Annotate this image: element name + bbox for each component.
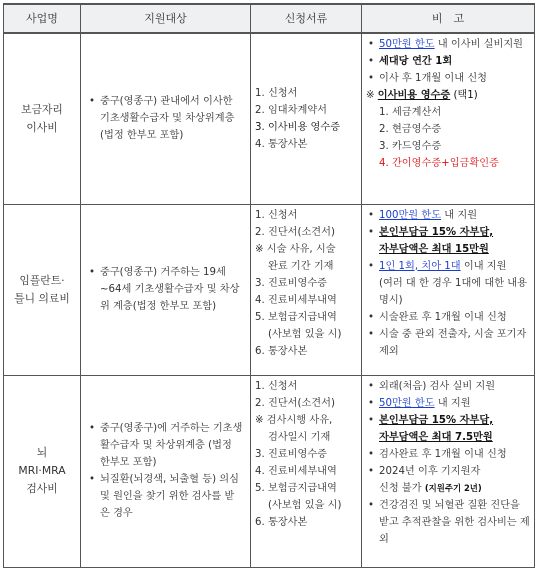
program-name: 보금자리 이사비 xyxy=(4,33,81,204)
note-item: • 시술완료 후 1개월 이내 신청 xyxy=(366,309,530,326)
note-item: • 50만원 한도 내 이사비 실비지원 xyxy=(366,36,530,53)
document-item: ※ 검사시행 사유, xyxy=(255,414,333,426)
target-cell xyxy=(81,375,251,567)
note-subitem: 1. 세금계산서 xyxy=(379,107,442,118)
document-item: 3. 진료비영수증 xyxy=(255,448,328,460)
target-cell xyxy=(81,33,251,204)
note-subitem: 4. 간이영수증+입금확인증 xyxy=(379,158,499,169)
document-item: 5. 보험금지급내역 xyxy=(255,482,337,494)
documents-cell xyxy=(251,375,362,567)
program-name: 뇌 MRI·MRA 검사비 xyxy=(4,375,81,567)
target-item: • 중구(영종구) 관내에서 이사한 기초생활수급자 및 차상위계층(법정 한부모 포함) xyxy=(87,93,244,144)
document-item: (사보험 있을 시) xyxy=(268,499,342,511)
document-item: 2. 진단서(소견서) xyxy=(255,397,335,409)
notes-cell xyxy=(362,375,535,567)
note-subitem: 2. 현금영수증 xyxy=(379,124,442,135)
note-item: • 시술 중 관외 전출자, 시술 포기자 제외 xyxy=(366,326,530,360)
header-row xyxy=(4,4,535,33)
document-item: 6. 통장사본 xyxy=(255,516,308,528)
document-item: 4. 진료비세부내역 xyxy=(255,294,337,306)
note-item: • 건강검진 및 뇌혈관 질환 진단을 받고 추적관찰을 위한 검사비는 제외 xyxy=(366,497,530,548)
documents-cell xyxy=(251,204,362,375)
note-item: • 1인 1회, 치아 1대 이내 지원 (여러 대 한 경우 1대에 대한 내용 명시) xyxy=(366,258,530,309)
document-item: 5. 보험급지급내역 xyxy=(255,311,337,323)
note-item: • 본인부담금 15% 자부담, 자부담액은 최대 15만원 xyxy=(366,224,530,258)
document-item: 2. 임대차계약서 xyxy=(255,104,328,116)
notes-cell xyxy=(362,204,535,375)
document-item: 1. 신청서 xyxy=(255,87,298,99)
note-item: • 100만원 한도 내 지원 xyxy=(366,207,530,224)
document-item: ※ 시술 사유, 시술 xyxy=(255,243,336,255)
document-item: 4. 통장사본 xyxy=(255,138,308,150)
target-cell xyxy=(81,204,251,375)
note-item: • 50만원 한도 내 지원 xyxy=(366,395,530,412)
target-item: • 중구(영종구)에 거주하는 기초생활수급자 및 차상위계층 (법정 한부모 포함) xyxy=(87,420,244,471)
table-row xyxy=(4,375,535,567)
document-item: 4. 진료비세부내역 xyxy=(255,465,337,477)
header-notes: 비 고 xyxy=(362,4,535,33)
note-item: • 본인부담금 15% 자부담, 자부담액은 최대 7.5만원 xyxy=(366,412,530,446)
document-item: 2. 진단서(소견서) xyxy=(255,226,335,238)
note-item: • 외래(처음) 검사 실비 지원 xyxy=(366,378,530,395)
target-item: • 뇌질환(뇌경색, 뇌출혈 등) 의심 및 원인을 찾기 위한 검사를 받은 경우 xyxy=(87,471,244,522)
program-name: 임플란트· 틀니 의료비 xyxy=(4,204,81,375)
note-item: • 검사완료 후 1개월 이내 신청 xyxy=(366,446,530,463)
table-row xyxy=(4,204,535,375)
note-item: • 2024년 이후 기지원자 신청 불가 (지원주기 2년) xyxy=(366,463,530,497)
header-documents: 신청서류 xyxy=(251,4,362,33)
document-item: 1. 신청서 xyxy=(255,380,298,392)
table-row xyxy=(4,33,535,204)
note-item: • 세대당 연간 1회 xyxy=(366,53,530,70)
notes-cell xyxy=(362,33,535,204)
documents-cell xyxy=(251,33,362,204)
document-item: 1. 신청서 xyxy=(255,209,298,221)
header-program: 사업명 xyxy=(4,4,81,33)
document-item: 3. 이사비용 영수증 xyxy=(255,121,341,133)
note-subitem: 3. 카드영수증 xyxy=(379,141,442,152)
note-item: • 이사 후 1개월 이내 신청 xyxy=(366,70,530,87)
target-item: • 중구(영종구) 거주하는 19세~64세 기초생활수급자 및 차상위 계층(법정 한부모 포함) xyxy=(87,264,244,315)
document-item: 6. 통장사본 xyxy=(255,345,308,357)
document-item: 3. 진료비영수증 xyxy=(255,277,328,289)
support-table xyxy=(3,3,535,568)
document-item: 검사일시 기재 xyxy=(268,431,331,443)
header-target: 지원대상 xyxy=(81,4,251,33)
document-item: 완료 기간 기재 xyxy=(268,260,334,272)
document-item: (사보험 있을 시) xyxy=(268,328,342,340)
note-subheading: ※ 이사비용 영수증 (택1) xyxy=(366,90,478,101)
